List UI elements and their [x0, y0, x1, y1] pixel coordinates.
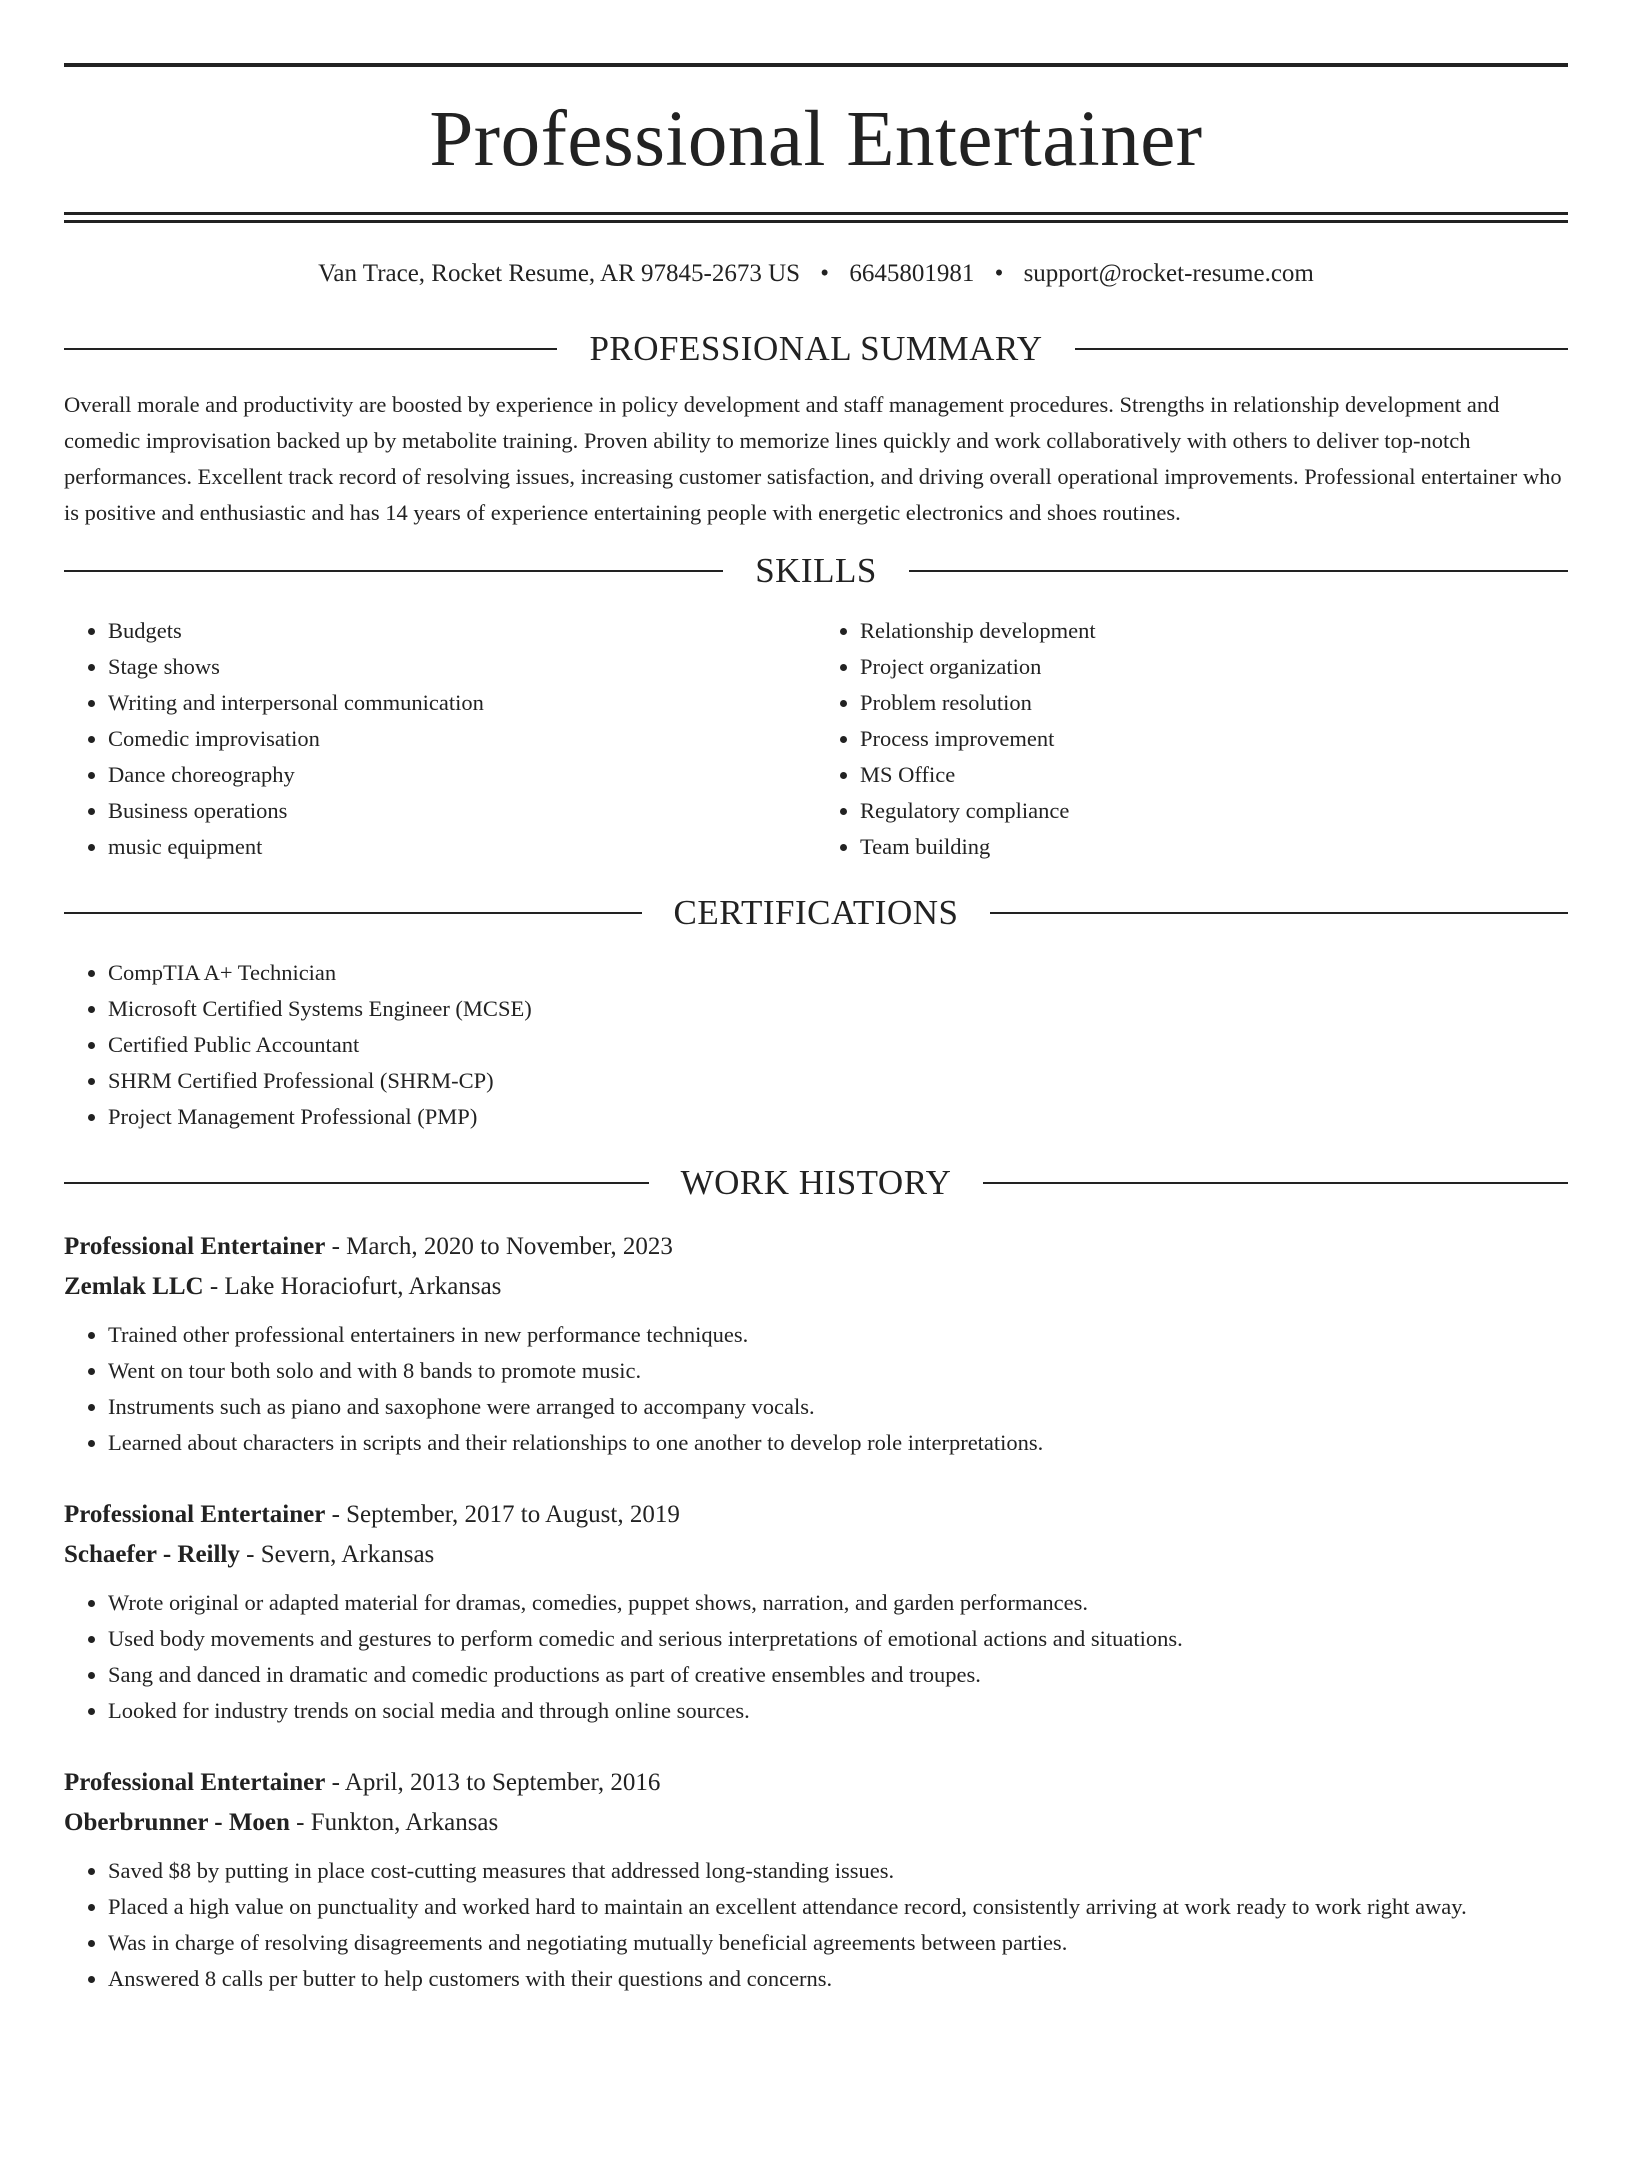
contact-email: support@rocket-resume.com: [1023, 260, 1314, 287]
job-company: Zemlak LLC: [64, 1273, 204, 1300]
job-bullet: • Sang and danced in dramatic and comedic productions as part of creative ensembles and troupes.: [108, 1657, 1568, 1693]
skill-item: • music equipment: [108, 829, 816, 865]
job-role: Professional Entertainer: [64, 1769, 326, 1796]
certification-item: • Project Management Professional (PMP): [108, 1099, 1568, 1135]
job-entry: [64, 1495, 1568, 1729]
work-history-list: [64, 1227, 1568, 1997]
job-entry: [64, 1227, 1568, 1461]
job-bullet: • Wrote original or adapted material for dramas, comedies, puppet shows, narration, and garden performances.: [108, 1585, 1568, 1621]
skill-item: • Dance choreography: [108, 757, 816, 793]
section-rule: [909, 570, 1568, 572]
skill-item: • Writing and interpersonal communication: [108, 685, 816, 721]
section-rule: [64, 348, 557, 350]
skills-list-left: [64, 613, 816, 865]
contact-phone: 6645801981: [849, 260, 975, 287]
job-bullet: • Was in charge of resolving disagreements and negotiating mutually beneficial agreements between parties.: [108, 1925, 1568, 1961]
skills-list-right: [816, 613, 1568, 865]
job-bullet: • Used body movements and gestures to perform comedic and serious interpretations of emotional actions and situations.: [108, 1621, 1568, 1657]
certification-item: • Certified Public Accountant: [108, 1027, 1568, 1063]
job-bullet: • Learned about characters in scripts and their relationships to one another to develop role interpretations.: [108, 1425, 1568, 1461]
certification-item: • Microsoft Certified Systems Engineer (MCSE): [108, 991, 1568, 1027]
job-bullet: • Saved $8 by putting in place cost-cutting measures that addressed long-standing issues.: [108, 1853, 1568, 1889]
summary-text: Overall morale and productivity are boosted by experience in policy development and staff management procedures. Strengths in relationship development and comedic improvisation backed up by metabolite training. Proven ability to memorize lines quickly and work collaboratively with others to deliver top-notch performances. Excellent track record of resolving issues, increasing customer satisfaction, and driving overall operational improvements. Professional entertainer who is positive and enthusiastic and has 14 years of experience entertaining people with energetic electronics and shoes routines.: [64, 392, 1562, 525]
job-bullet: • Went on tour both solo and with 8 bands to promote music.: [108, 1353, 1568, 1389]
job-dates: - April, 2013 to September, 2016: [325, 1769, 661, 1796]
summary-header: [64, 329, 1568, 369]
job-bullets: [64, 1317, 1568, 1461]
resume-name: Professional Entertainer: [429, 96, 1203, 183]
job-company-line: [64, 1535, 1568, 1575]
skill-item: • Stage shows: [108, 649, 816, 685]
contact-separator: •: [820, 260, 830, 287]
skill-item: • Problem resolution: [860, 685, 1568, 721]
section-rule: [983, 1182, 1568, 1184]
job-bullet: • Instruments such as piano and saxophone were arranged to accompany vocals.: [108, 1389, 1568, 1425]
job-entry: [64, 1763, 1568, 1997]
contact-address: Van Trace, Rocket Resume, AR 97845-2673 US: [318, 260, 801, 287]
job-location: - Lake Horaciofurt, Arkansas: [203, 1273, 502, 1300]
skill-item: • Project organization: [860, 649, 1568, 685]
job-title-line: [64, 1763, 1568, 1803]
section-rule: [64, 570, 723, 572]
skills-title: SKILLS: [755, 551, 877, 590]
skill-item: • MS Office: [860, 757, 1568, 793]
job-location: - Severn, Arkansas: [239, 1541, 435, 1568]
section-rule: [64, 912, 642, 914]
job-company-line: [64, 1803, 1568, 1843]
job-title-line: [64, 1495, 1568, 1535]
skill-item: • Regulatory compliance: [860, 793, 1568, 829]
skills-header: [64, 551, 1568, 591]
double-rule: [64, 212, 1568, 223]
summary-title: PROFESSIONAL SUMMARY: [589, 329, 1043, 368]
contact-line: [64, 259, 1568, 289]
skills-grid: [64, 613, 1568, 865]
contact-separator: •: [994, 260, 1004, 287]
top-rule: [64, 63, 1568, 67]
job-bullet: • Placed a high value on punctuality and worked hard to maintain an excellent attendance record, consistently arriving at work ready to work right away.: [108, 1889, 1568, 1925]
skill-item: • Process improvement: [860, 721, 1568, 757]
section-rule: [990, 912, 1568, 914]
job-role: Professional Entertainer: [64, 1501, 326, 1528]
job-bullets: [64, 1853, 1568, 1997]
job-bullet: • Trained other professional entertainers in new performance techniques.: [108, 1317, 1568, 1353]
job-dates: - September, 2017 to August, 2019: [325, 1501, 680, 1528]
skill-item: • Relationship development: [860, 613, 1568, 649]
section-rule: [1075, 348, 1568, 350]
certifications-title: CERTIFICATIONS: [673, 893, 959, 932]
skill-item: • Team building: [860, 829, 1568, 865]
job-bullet: • Looked for industry trends on social media and through online sources.: [108, 1693, 1568, 1729]
certifications-list: [64, 955, 1568, 1135]
job-bullets: [64, 1585, 1568, 1729]
job-company-line: [64, 1267, 1568, 1307]
certifications-header: [64, 893, 1568, 933]
work-history-title: WORK HISTORY: [680, 1163, 952, 1202]
skill-item: • Comedic improvisation: [108, 721, 816, 757]
job-bullet: • Answered 8 calls per butter to help customers with their questions and concerns.: [108, 1961, 1568, 1997]
work-history-header: [64, 1163, 1568, 1203]
job-title-line: [64, 1227, 1568, 1267]
certification-item: • SHRM Certified Professional (SHRM-CP): [108, 1063, 1568, 1099]
section-rule: [64, 1182, 649, 1184]
job-dates: - March, 2020 to November, 2023: [325, 1233, 673, 1260]
resume-page: [0, 63, 1632, 2175]
skill-item: • Budgets: [108, 613, 816, 649]
skill-item: • Business operations: [108, 793, 816, 829]
job-location: - Funkton, Arkansas: [289, 1809, 499, 1836]
job-role: Professional Entertainer: [64, 1233, 326, 1260]
certification-item: • CompTIA A+ Technician: [108, 955, 1568, 991]
job-company: Oberbrunner - Moen: [64, 1809, 290, 1836]
job-company: Schaefer - Reilly: [64, 1541, 240, 1568]
